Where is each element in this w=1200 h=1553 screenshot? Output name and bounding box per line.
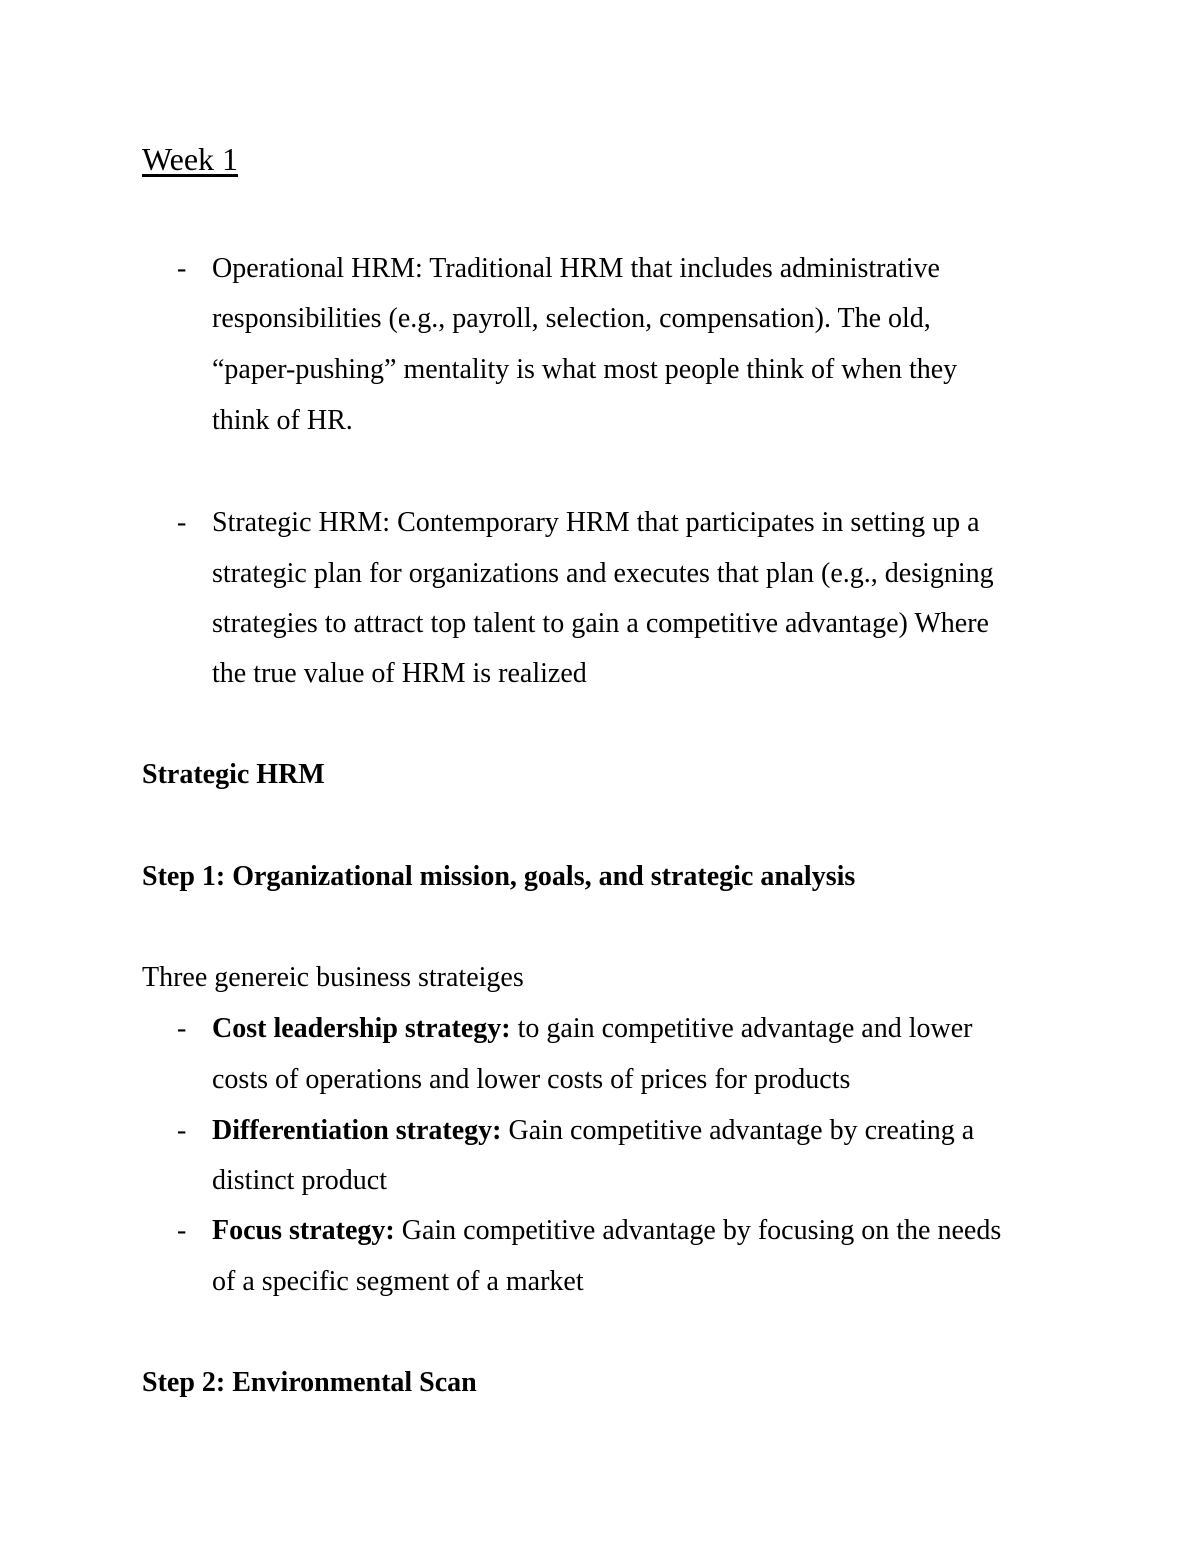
strategy-description: Gain competitive advantage by focusing on the needs: [394, 1215, 1002, 1246]
bullet-dash: -: [177, 507, 187, 538]
step2-heading: Step 2: Environmental Scan: [142, 1367, 477, 1398]
strategy-description-cont: of a specific segment of a market: [212, 1266, 584, 1297]
page-title: Week 1: [142, 141, 239, 177]
strategy-description-cont: distinct product: [212, 1165, 387, 1196]
strategy-term: Differentiation strategy:: [212, 1115, 502, 1146]
bullet-dash: -: [177, 253, 187, 284]
strategy-description: to gain competitive advantage and lower: [510, 1013, 973, 1044]
strategy-description-cont: costs of operations and lower costs of prices for products: [212, 1064, 851, 1095]
strategy-item-cost-leadership: [212, 1012, 972, 1046]
strategy-item-differentiation: [212, 1114, 974, 1148]
generic-strategies-intro: Three genereic business strateiges: [142, 962, 524, 993]
operational-line-4: think of HR.: [212, 405, 353, 436]
step1-heading: Step 1: Organizational mission, goals, and strategic analysis: [142, 861, 856, 892]
operational-line-2: responsibilities (e.g., payroll, selection, compensation). The old,: [212, 303, 931, 334]
strategic-line-4: the true value of HRM is realized: [212, 658, 587, 689]
strategy-item-focus: [212, 1214, 1001, 1248]
bullet-dash: -: [177, 1013, 187, 1044]
section-heading-strategic-hrm: Strategic HRM: [142, 759, 325, 790]
strategic-line-1: Strategic HRM: Contemporary HRM that participates in setting up a: [212, 507, 980, 538]
operational-line-1: Operational HRM: Traditional HRM that includes administrative: [212, 253, 940, 284]
operational-line-3: “paper-pushing” mentality is what most people think of when they: [212, 354, 958, 385]
strategy-description: Gain competitive advantage by creating a: [501, 1115, 975, 1146]
bullet-dash: -: [177, 1115, 187, 1146]
strategy-term: Cost leadership strategy:: [212, 1013, 511, 1044]
strategic-line-2: strategic plan for organizations and executes that plan (e.g., designing: [212, 558, 994, 589]
bullet-dash: -: [177, 1215, 187, 1246]
strategy-term: Focus strategy:: [212, 1215, 395, 1246]
strategic-line-3: strategies to attract top talent to gain a competitive advantage) Where: [212, 608, 989, 639]
